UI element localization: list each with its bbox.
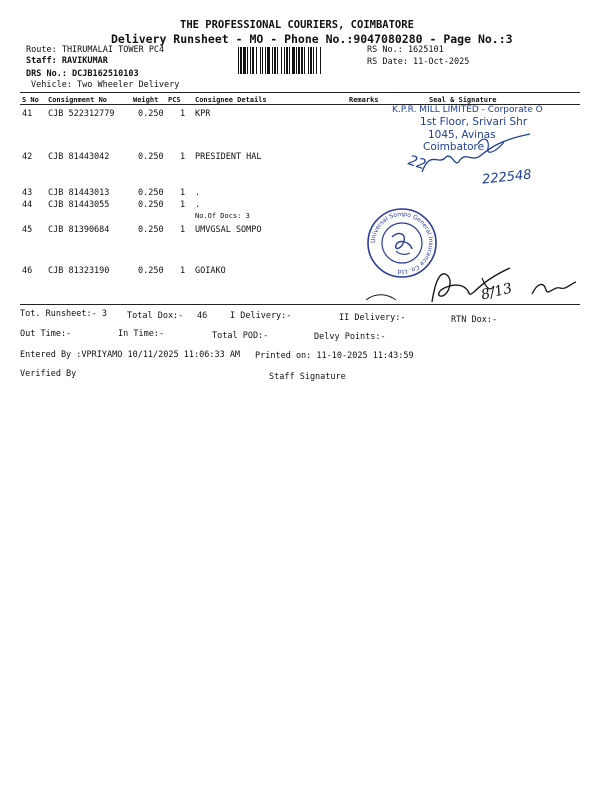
- col-remarks: Remarks: [349, 96, 379, 104]
- drs-number: DRS No.: DCJB162510103: [26, 69, 139, 79]
- verified-by: Verified By: [20, 369, 77, 379]
- col-s-no: S No: [22, 96, 39, 104]
- col-pcs: PCS: [168, 96, 181, 104]
- no-of-docs: No.Of Docs: 3: [195, 212, 250, 220]
- col-consignee: Consignee Details: [195, 96, 267, 104]
- printed-on: Printed on: 11-10-2025 11:43:59: [255, 351, 414, 361]
- svg-text:Universal Sompo General Insura: Universal Sompo General Insurance Co. Ltd: [369, 210, 435, 276]
- row-43-weight: 0.250: [138, 188, 164, 198]
- row-44-consignment: CJB 81443055: [48, 200, 110, 210]
- entered-by: Entered By :VPRIYAMO 10/11/2025 11:06:33 AM: [20, 350, 241, 360]
- col-weight: Weight: [133, 96, 159, 104]
- row-46-consignee: GOIAKO: [195, 266, 226, 276]
- row-44-weight: 0.250: [138, 200, 164, 210]
- row-46-pcs: 1: [180, 266, 186, 276]
- row-42-sno: 42: [22, 152, 33, 162]
- row-41-sno: 41: [22, 109, 33, 119]
- col-consignment: Consignment No: [48, 96, 108, 104]
- kpr-stamp-line2: 1st Floor, Srivari Shr: [420, 116, 528, 128]
- rtn-dox: RTN Dox:-: [451, 315, 498, 325]
- kpr-stamp-line3: 1045, Avinas: [428, 129, 496, 141]
- row-43-pcs: 1: [180, 188, 186, 198]
- row-46-consignment: CJB 81323190: [48, 266, 110, 276]
- header-top-rule: [20, 92, 580, 93]
- rs-number: RS No.: 1625101: [367, 45, 444, 55]
- signature-time: 8/13: [479, 280, 514, 304]
- row-45-pcs: 1: [180, 225, 186, 235]
- row-42-weight: 0.250: [138, 152, 164, 162]
- vehicle-text: Vehicle: Two Wheeler Delivery: [31, 80, 180, 90]
- company-title: THE PROFESSIONAL COURIERS, COIMBATORE: [180, 19, 414, 31]
- row-46-sno: 46: [22, 266, 33, 276]
- handwritten-note: 22: [405, 152, 428, 174]
- i-delivery: I Delivery:-: [230, 311, 292, 321]
- row-41-consignee: KPR: [195, 109, 211, 119]
- col-seal: Seal & Signature: [429, 96, 497, 104]
- row-42-consignee: PRESIDENT HAL: [195, 152, 262, 162]
- total-pod: Total POD:-: [212, 331, 269, 341]
- row-46-weight: 0.250: [138, 266, 164, 276]
- row-42-consignment: CJB 81443042: [48, 152, 110, 162]
- kpr-signature: [400, 130, 570, 190]
- total-dox-label: Total Dox:-: [127, 311, 184, 321]
- row-41-weight: 0.250: [138, 109, 164, 119]
- in-time: In Time:-: [118, 329, 165, 339]
- row-41-pcs: 1: [180, 109, 186, 119]
- total-dox-value: 46: [197, 311, 208, 321]
- row-45-weight: 0.250: [138, 225, 164, 235]
- footer-rule: [20, 304, 580, 305]
- row-43-sno: 43: [22, 188, 33, 198]
- kpr-stamp-line4: Coimbatore: [423, 141, 485, 153]
- row-45-consignment: CJB 81390684: [48, 225, 110, 235]
- row-41-consignment: CJB 522312779: [48, 109, 115, 119]
- row-44-sno: 44: [22, 200, 33, 210]
- row-43-consignee: .: [195, 188, 201, 198]
- row-42-pcs: 1: [180, 152, 186, 162]
- kpr-stamp-line1: K.P.R. MILL LIMITED - Corporate O: [392, 105, 543, 115]
- staff-signature: Staff Signature: [269, 372, 346, 382]
- barcode: [238, 47, 362, 74]
- out-time: Out Time:-: [20, 329, 72, 339]
- staff-text: Staff: RAVIKUMAR: [26, 56, 108, 66]
- row-45-sno: 45: [22, 225, 33, 235]
- row-44-pcs: 1: [180, 200, 186, 210]
- signature-flourish: [530, 276, 580, 300]
- row-43-consignment: CJB 81443013: [48, 188, 110, 198]
- row-44-consignee: .: [195, 200, 201, 210]
- runsheet-title: Delivery Runsheet - MO - Phone No.:9047080280 - Page No.:3: [111, 32, 513, 46]
- row-45-consignee: UMVGSAL SOMPO: [195, 225, 262, 235]
- route-text: Route: THIRUMALAI TOWER PC4: [26, 45, 165, 55]
- ii-delivery: II Delivery:-: [339, 313, 406, 323]
- delvy-points: Delvy Points:-: [314, 332, 386, 342]
- rs-date: RS Date: 11-Oct-2025: [367, 57, 470, 67]
- handwritten-number: 222548: [481, 167, 533, 188]
- tot-runsheet: Tot. Runsheet:- 3: [20, 309, 107, 319]
